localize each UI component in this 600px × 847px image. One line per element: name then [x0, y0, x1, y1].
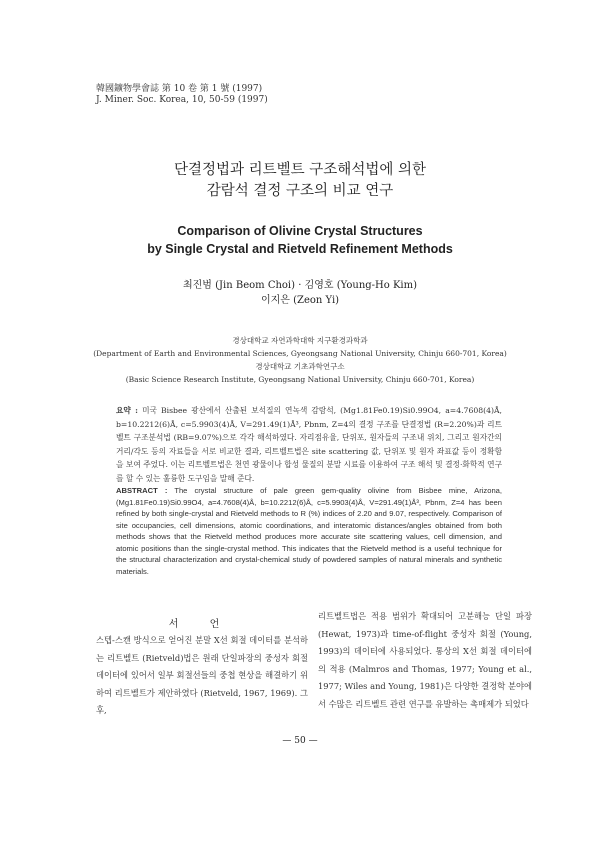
abstract-korean: [116, 404, 502, 486]
abstract-korean-label: 요약 :: [116, 406, 138, 415]
affiliations: [0, 334, 600, 386]
author-list: [0, 278, 600, 308]
title-korean: [0, 160, 600, 202]
abstract-korean-text: 미국 Bisbee 광산에서 산출된 보석질의 연녹색 감람석, (Mg1.81Fe0.19)Si0.99O4, a=4.7608(4)Å, b=10.2212(6)Å, c=5.9903(4)Å, V=291.49(1)Å³, Pbnm, Z=4의 결정 구조를 단결정법 (R=2.20%)과 리트벨트 구조분석법 (RB=9.07%)으로 각각 해석하였다. 자리점유율, 단위포, 원자들의 구조내 위치, 그리고 원자간의 거리/각도 등의 자료들을 서로 비교한 결과, 리트벨트법은 site scattering 값, 단위포 및 원자 좌표값 등이 정확함을 보여 주었다. 이는 리트벨트법은 천연 광물이나 합성 물질의 분말 시료를 이용하여 구조 해석 및 결정·화학적 연구를 할 수 있는 훌륭한 도구임을 말해 준다.: [116, 406, 503, 483]
abstract-english: [116, 485, 502, 577]
title-english: [0, 222, 600, 258]
body-column-right: 리트벨트법은 적용 범위가 확대되어 고분해능 단일 파장 (Hewat, 1973)과 time-of-flight 중성자 회절 (Young, 1993)의 데이터에 사용되었다. 통상의 X선 회절 데이터에의 적용 (Malmros and Thomas, 1977; Young et al., 1977; Wiles and Young, 1981)은 다양한 결정학 분야에서 수많은 리트벨트 관련 연구를 유발하는 촉매제가 되었다: [318, 611, 532, 709]
abstract-english-label: ABSTRACT :: [116, 486, 168, 495]
journal-citation-korean: 韓國鑛物學會誌 第 10 卷 第 1 號 (1997): [96, 84, 263, 94]
title-english-line2: by Single Crystal and Rietveld Refinement Methods: [147, 242, 453, 256]
affiliation-2-english: (Basic Science Research Institute, Gyeongsang National University, Chinju 660-701, Korea): [125, 375, 475, 384]
title-korean-line2: 감람석 결정 구조의 비교 연구: [206, 183, 394, 199]
section-heading-introduction: 서 언: [168, 619, 234, 630]
journal-citation-english: J. Miner. Soc. Korea, 10, 50-59 (1997): [96, 95, 268, 105]
title-korean-line1: 단결정법과 리트벨트 구조해석법에 의한: [174, 162, 426, 178]
authors-line2: 이지은 (Zeon Yi): [260, 295, 340, 306]
journal-citation: [96, 84, 268, 106]
affiliation-2-korean: 경상대학교 기초과학연구소: [255, 362, 345, 371]
abstract-english-text: The crystal structure of pale green gem-quality olivine from Bisbee mine, Arizona, (Mg1.81Fe0.19)Si0.99O4, a=4.7608(4)Å, b=10.2212(6)Å, c=5.9903(4)Å, V=291.49(1)Å³, Pbnm, Z=4 has been refined by both single-crystal and Rietveld methods to R (%) indices of 2.20 and 9.07, respectively. Comparison of site occupancies, cell dimensions, atomic coordinations, and interatomic distances/angles obtained from both methods shows that the Rietveld method produces more accurate site scattering values, cell dimension, and atomic positions than the single-crystal method. This indicates that the Rietveld method is a useful technique for the structural characterization and crystal-chemical study of powdered samples of natural minerals and synthetic materials.: [116, 486, 502, 576]
affiliation-1-korean: 경상대학교 자연과학대학 지구환경과학과: [232, 336, 368, 345]
authors-line1: 최진범 (Jin Beom Choi) · 김영호 (Young-Ho Kim): [182, 280, 418, 291]
page-number: — 50 —: [282, 736, 318, 746]
title-english-line1: Comparison of Olivine Crystal Structures: [177, 224, 423, 238]
affiliation-1-english: (Department of Earth and Environmental Sciences, Gyeongsang National University, Chinju 660-701, Korea): [93, 349, 507, 358]
body-column-left: 스텝-스캔 방식으로 얻어진 분말 X선 회절 데이터를 분석하는 리트벨트 (Rietveld)법은 원래 단일파장의 중성자 회절 데이터에 있어서 일부 회절선들의 중첩 현상을 해결하기 위하여 리트벨트가 제안하였다 (Rietveld, 1967, 1969). 그 후,: [96, 635, 308, 716]
